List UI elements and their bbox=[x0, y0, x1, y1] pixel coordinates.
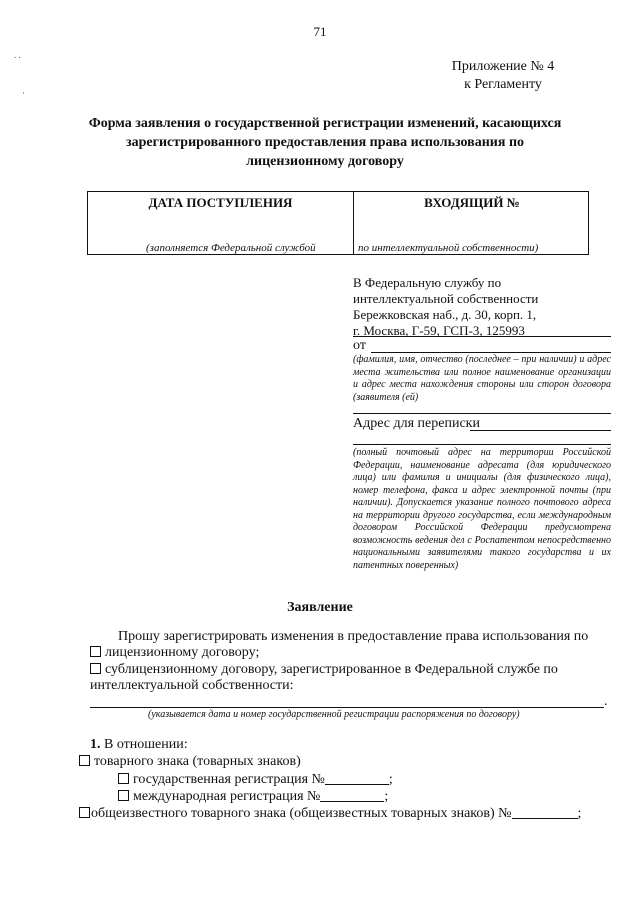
option-trademark-label: товарного знака (товарных знаков) bbox=[94, 754, 301, 769]
checkbox[interactable] bbox=[79, 807, 90, 818]
checkbox[interactable] bbox=[90, 646, 101, 657]
option-sublicense-label: сублицензионному договору, зарегистрированное в Федеральной службе по bbox=[105, 662, 558, 677]
option-sublicense[interactable] bbox=[90, 662, 558, 678]
international-registration-field[interactable] bbox=[320, 788, 384, 802]
option-license[interactable] bbox=[90, 645, 259, 661]
title-line: Форма заявления о государственной регистрации изменений, касающихся bbox=[88, 116, 562, 131]
correspondence-field-line[interactable] bbox=[470, 430, 611, 431]
semicolon: ; bbox=[388, 772, 393, 787]
recipient-line: Бережковская наб., д. 30, корп. 1, bbox=[353, 307, 537, 322]
well-known-trademark-label: общеизвестного товарного знака (общеизвестных товарных знаков) № bbox=[91, 806, 512, 821]
address-underline bbox=[353, 336, 611, 337]
option-well-known-trademark[interactable] bbox=[79, 805, 581, 822]
international-registration-label: международная регистрация № bbox=[133, 789, 321, 804]
option-international-registration[interactable] bbox=[118, 788, 388, 805]
checkbox[interactable] bbox=[118, 773, 129, 784]
checkbox[interactable] bbox=[90, 663, 101, 674]
statement-heading: Заявление bbox=[287, 600, 353, 615]
date-received-header: ДАТА ПОСТУПЛЕНИЯ bbox=[148, 195, 293, 210]
correspondence-label: Адрес для переписки bbox=[353, 416, 480, 431]
page-number: 71 bbox=[313, 24, 327, 39]
title-line: зарегистрированного предоставления права использования по bbox=[125, 135, 525, 150]
semicolon: ; bbox=[384, 789, 389, 804]
filled-by-note-cont: по интеллектуальной собственности) bbox=[358, 242, 539, 254]
appendix-number: Приложение № 4 bbox=[451, 59, 555, 74]
scan-speck: · bbox=[22, 88, 25, 98]
form-title bbox=[70, 114, 580, 171]
from-field-line-2[interactable] bbox=[353, 413, 611, 414]
appendix-label bbox=[418, 58, 588, 94]
section-number: 1. bbox=[90, 737, 101, 752]
from-hint: (фамилия, имя, отчество (последнее – при наличии) и адрес места жительства или полное наименование организации и адрес места нахождения стороны или сторон договора (заявителя (ей) bbox=[353, 354, 611, 403]
option-license-label: лицензионному договору; bbox=[105, 645, 260, 660]
from-field-line[interactable] bbox=[371, 352, 611, 353]
option-trademark[interactable] bbox=[79, 754, 301, 770]
correspondence-field-line-2[interactable] bbox=[353, 444, 611, 445]
option-state-registration[interactable] bbox=[118, 771, 393, 788]
checkbox[interactable] bbox=[118, 790, 129, 801]
state-registration-label: государственная регистрация № bbox=[133, 772, 325, 787]
filled-by-note: (заполняется Федеральной службой bbox=[146, 242, 316, 254]
registration-field-line[interactable] bbox=[90, 707, 604, 708]
well-known-trademark-field[interactable] bbox=[512, 805, 578, 819]
checkbox[interactable] bbox=[79, 755, 90, 766]
registration-hint: (указывается дата и номер государственной регистрации распоряжения по договору) bbox=[148, 709, 520, 720]
appendix-regulation: к Регламенту bbox=[464, 77, 542, 92]
recipient-line: г. Москва, Г-59, ГСП-3, 125993 bbox=[353, 323, 525, 338]
correspondence-hint: (полный почтовый адрес на территории Российской Федерации, наименование адресата (для юридического лица) или фамилия и инициалы (для физического лица), номер телефона, факса и адрес электронной почты (при наличии). Допускается указание полного почтового адреса на территории другого государства, если международным договором Российской Федерации предусмотрена возможность ведения дел с Роспатентом непосредственно национальными заявителями такого государства и их патентных поверенных) bbox=[353, 447, 611, 571]
request-text: Прошу зарегистрировать изменения в предоставление права использования по bbox=[118, 629, 589, 644]
section-1-heading bbox=[90, 737, 188, 753]
registration-table bbox=[87, 191, 589, 255]
title-line: лицензионному договору bbox=[246, 154, 404, 169]
incoming-number-header: ВХОДЯЩИЙ № bbox=[424, 195, 520, 210]
recipient-line: интеллектуальной собственности bbox=[353, 291, 539, 306]
section-label: В отношении: bbox=[104, 737, 188, 752]
scan-speck: . . bbox=[14, 50, 21, 60]
recipient-address bbox=[353, 275, 615, 339]
semicolon: ; bbox=[577, 806, 582, 821]
sublicense-continuation: интеллектуальной собственности: bbox=[90, 678, 294, 693]
line-period: . bbox=[604, 694, 608, 709]
from-label: от bbox=[353, 338, 366, 353]
state-registration-field[interactable] bbox=[325, 771, 389, 785]
recipient-line: В Федеральную службу по bbox=[353, 275, 502, 290]
